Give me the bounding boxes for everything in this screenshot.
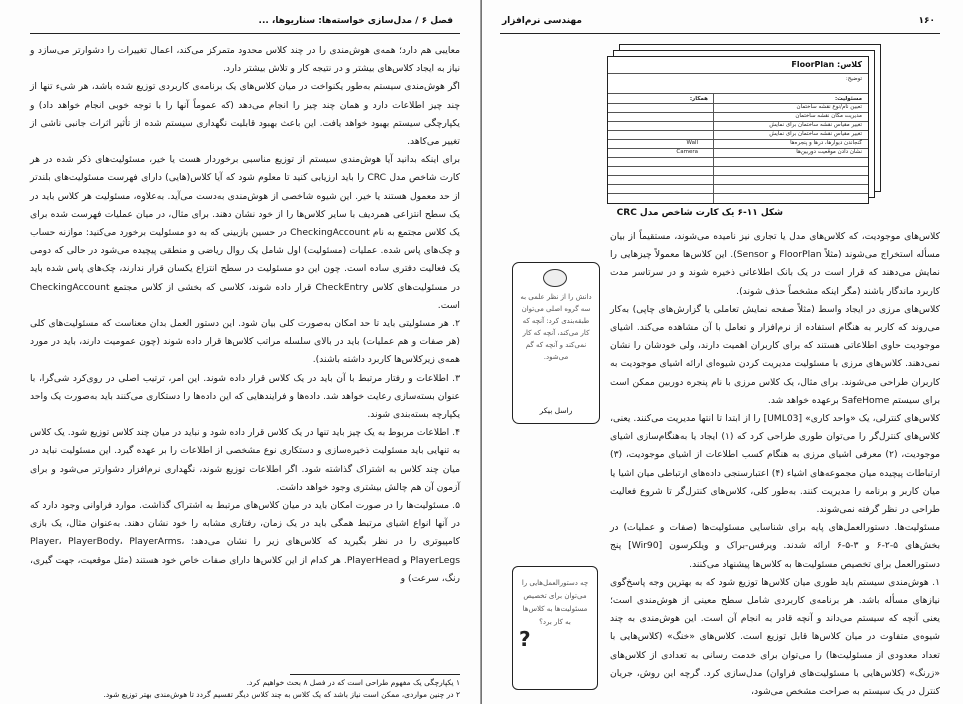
crc-collaborator: Wall	[686, 140, 698, 146]
header-rule	[500, 33, 940, 34]
crc-responsibility-header: مسئولیت:	[834, 96, 862, 102]
bullet-controller: کلاس‌های کنترلی، یک «واحد کاری» [UML03] را از ابتدا تا انتها مدیریت می‌کنند. یعنی، کلاس‌های کنترل‌گر را می‌توان طوری طراحی کرد که (۱) ایجاد یا به‌هنگام‌سازی اشیای موجودیت، (۲) معرفی اشیای مرزی به هنگام کسب اطلاعات از اشیای موجودیت، (۳) ارتباطات پیچیده میان مجموعه‌های اشیاء (۴) اعتبارسنجی داده‌های ارتباطی میان اشیا یا میان کاربر و برنامه را مدیریت کنند. به‌طور کلی، کلاس‌های کنترل‌گر تا شروع فعالیت طراحی در نظر گرفته نمی‌شوند.	[610, 413, 940, 516]
crc-responsibility: تعیین نام/نوع نقشه ساختمان	[796, 104, 862, 110]
left-numbered-item: ۳. اطلاعات و رفتار مرتبط با آن باید در یک کلاس قرار داده شوند. این امر، ترتیب اصلی در روی‌کرد شی‌گرا، با عنوان بسته‌سازی رعایت خواهد شد. داده‌ها و فرایندهایی که این داده‌ها را دستکاری می‌کنند باید به‌صورت یک واحد یکپارچه بسته‌بندی شوند.	[30, 372, 460, 421]
page-number: ۱۶۰	[918, 16, 935, 26]
crc-collaborator-header: همکار:	[689, 96, 708, 102]
crc-row-line	[608, 166, 868, 167]
crc-responsibility: گنجاندن دیوارها، درها و پنجره‌ها	[790, 140, 862, 146]
right-body-text	[610, 228, 940, 701]
crc-card	[607, 56, 869, 204]
crc-responsibility: تغییر مقیاس نقشه ساختمان برای نمایش	[769, 122, 862, 128]
crc-responsibility: نشان دادن موقعیت دوربین‌ها	[796, 149, 862, 155]
crc-row-line	[608, 175, 868, 176]
bullet-boundary: کلاس‌های مرزی در ایجاد واسط (مثلاً صفحه نمایش تعاملی یا گزارش‌های چاپی) به‌کار می‌روند که کاربر به هنگام استفاده از نرم‌افزار و تعامل با آن مشاهده می‌کند. اشیای موجودیت حاوی اطلاعاتی هستند که برای کاربران اهمیت دارند، ولی خودشان را نشان نمی‌دهند. کلاس‌های مرزی با مسئولیت مدیریت کردن شیوه‌ای ارائه اشیای موجودیت به کاربران طراحی می‌شوند. برای مثال، یک کلاس مرزی با نام پنجره دوربین ممکن است برای سیستم SafeHome برعهده خواهد شد.	[610, 303, 940, 406]
crc-row-line	[608, 73, 868, 74]
numbered-item-1: ۱. هوش‌مندی سیستم باید طوری میان کلاس‌ها توزیع شود که به بهترین وجه پاسخ‌گوی نیازهای مسأله باشد. هر برنامه‌ی کاربردی شامل سطح معینی از هوش‌مندی است؛ یعنی آنچه که سیستم می‌داند و آنچه قادر به انجام آن است. این هوش‌مندی به چند شیوه‌ی متفاوت در میان کلاس‌ها قابل توزیع است. کلاس‌های «خنگ» (کلاس‌هایی با تعداد معدودی از مسئولیت‌ها) را می‌توان برای خدمت رسانی به تعدادی از کلاس‌های «زرنگ» (کلاس‌هایی با مسئولیت‌های فراوان) مدل‌سازی کرد. گرچه این روش، جریان کنترل در یک سیستم به صراحت مشخص می‌شود،	[610, 576, 940, 698]
figure-caption: شکل ۱۱-۶ یک کارت شاخص مدل CRC	[616, 208, 783, 218]
left-paragraph: اگر هوش‌مندی سیستم به‌طور یکنواخت در میان کلاس‌های یک برنامه‌ی کاربردی توزیع شده باشد، هر شیء تنها از چند چیز اطلاعات دارد و همان چند چیز را انجام می‌دهد (که عموماً آنها را با توجه خوبی انجام خواهد داد) و یکپارچگی سیستم بهبود خواهد یافت. این باعث بهبود قابلیت نگهداری سیستم شده از تأثیر اثرات جانبی ناشی از تغییر می‌کاهد.	[30, 81, 460, 148]
crc-responsibility: مدیریت مکان نقشه ساختمان	[795, 113, 862, 119]
question-box	[512, 566, 598, 690]
footnote: ۲ در چنین مواردی، ممکن است نیاز باشد که یک کلاس به چند کلاس دیگر تقسیم گردد تا هوش‌مندی بهتر توزیع شود.	[103, 690, 460, 699]
header-rule	[30, 33, 460, 34]
footnote-rule	[290, 674, 460, 675]
quote-author: راسل بیکر	[539, 406, 573, 415]
left-body-text	[30, 42, 460, 588]
footnote: ۱ یکپارچگی یک مفهوم طراحی است که در فصل ۸ بحث خواهیم کرد.	[246, 678, 460, 687]
left-numbered-item: ۵. مسئولیت‌ها را در صورت امکان باید در میان کلاس‌های مرتبط به اشتراک گذاشت. موارد فراوانی وجود دارد که در آنها انواع اشیای مرتبط همگی باید در یک زمان، رفتاری مشابه را خود نشان دهند. به‌عنوان مثال، یک بازی کامپیوتری را در نظر بگیرید که کلاس‌های زیر را نشان می‌دهد: Player، PlayerBody، PlayerArms، PlayerLegs و PlayerHead. هر کدام از این کلاس‌ها دارای صفات خاص خود هستند (مثل موقعیت، جهت گیری، رنگ، سرعت) و	[30, 500, 460, 584]
book-title: مهندسی نرم‌افزار	[502, 16, 582, 26]
brain-icon	[543, 269, 567, 287]
crc-responsibility: تغییر مقیاس نقشه ساختمان برای نمایش	[769, 131, 862, 137]
question-text: چه دستورالعمل‌هایی را می‌توان برای تخصیص مسئولیت‌ها به کلاس‌ها به کار برد؟	[521, 579, 589, 626]
bullet-entity: کلاس‌های موجودیت، که کلاس‌های مدل یا تجاری نیز نامیده می‌شوند، مستقیماً از بیان مسأله استخراج می‌شوند (مثلاً FloorPlan و Sensor). این کلاس‌ها معمولاً چیزهایی را نمایش می‌دهند که قرار است در یک بانک اطلاعاتی ذخیره شوند و در سرتاسر مدت کاربرد ماندگار باشند (مگر اینکه مشخصاً حذف شوند).	[610, 231, 940, 297]
quote-box	[512, 262, 600, 424]
question-mark-icon: ?	[519, 627, 531, 651]
chapter-header: فصل ۶ / مدل‌سازی خواسته‌ها: سناریوها، ...	[258, 16, 453, 26]
crc-collaborator: Camera	[676, 149, 698, 155]
left-page	[0, 0, 481, 704]
left-numbered-item: ۲. هر مسئولیتی باید تا حد امکان به‌صورت کلی بیان شود. این دستور العمل بدان معناست که مسئولیت‌های کلی (هر صفات و هم عملیات) باید در بالای سلسله مراتب کلاس‌ها قرار داده شوند (چون عمومیت دارند، باید در مورد همه‌ی زیرکلاس‌ها کاربرد داشته باشند).	[30, 318, 460, 366]
crc-row-line	[608, 157, 868, 158]
left-paragraph: برای اینکه بدانید آیا هوش‌مندی سیستم از توزیع مناسبی برخوردار هست یا خیر، مسئولیت‌های ذکر شده در هر کارت شاخص مدل CRC را باید ارزیابی کنید تا معلوم شود که آیا کلاس(هایی) دارای فهرست مسئولیت‌های بلندتر از حد معمول هستند یا خیر. این شیوه شاخصی از هوش‌مندی به‌دست می‌آید. به‌علاوه، مسئولیت هر کلاس باید در یک سطح انتزاعی همردیف با سایر کلاس‌ها را از خود نشان دهند. برای مثال، در میان عملیات فهرست شده برای یک کلاس مجتمع به نام CheckingAccount در حسین بازبینی که به دو مسئولیت برخورد می‌کنید: موازنه حساب و چک‌های پاس شده. عملیات (مسئولیت) اول شامل یک روال ریاضی و منطقی پیچیده می‌شود در حالی که دومی یک فعالیت دفتری ساده است. چون این دو مسئولیت در سطح انتزاع یکسان قرار ندارند، چک‌های پاس شده باید در مسئولیت‌های کلاس CheckEntry قرار داده شوند، کلاسی که بخشی از کلاس مجتمع CheckingAccount است.	[30, 154, 460, 311]
crc-class-name: کلاس: FloorPlan	[791, 60, 862, 69]
responsibilities-paragraph: مسئولیت‌ها. دستورالعمل‌های پایه برای شناسایی مسئولیت‌ها (صفات و عملیات) در بخش‌های ۵-۲-۶ و ۳-۵-۶ ارائه شدند. ویرفس-براک و ویلکرسون [Wir90] پنج دستورالعمل برای تخصیص مسئولیت‌ها به کلاس‌ها پیشنهاد می‌کنند.	[610, 522, 940, 570]
left-paragraph: معایبی هم دارد؛ همه‌ی هوش‌مندی را در چند کلاس محدود متمرکز می‌کند، اعمال تغییرات را دشوارتر می‌سازد و نیاز به ایجاد کلاس‌های بیشتر و در نتیجه کار و تلاش بیشتر دارد.	[30, 45, 460, 75]
crc-row-line	[608, 184, 868, 185]
right-page	[482, 0, 963, 704]
crc-description-label: توضیح:	[845, 76, 862, 82]
quote-text: دانش را از نظر علمی به سه گروه اصلی می‌توان طبقه‌بندی کرد: آنچه که کار می‌کند، آنچه که کار نمی‌کند و آنچه که گم می‌شود.	[520, 293, 592, 361]
crc-row-line	[608, 193, 868, 194]
crc-row-line	[608, 93, 868, 94]
left-numbered-item: ۴. اطلاعات مربوط به یک چیز باید تنها در یک کلاس قرار داده شود و نباید در میان چند کلاس توزیع شود. یک کلاس به تنهایی باید مسئولیت ذخیره‌سازی و دستکاری نوع مشخصی از اطلاعات را بر عهده گیرد. این مسئولیت نباید در میان چند کلاس به اشتراک گذاشته شود. اگر اطلاعات توزیع شوند، نگهداری نرم‌افزار دشوارتر می‌شود و برای آزمون آن هم چالش بیشتری وجود خواهد داشت.	[30, 427, 460, 493]
